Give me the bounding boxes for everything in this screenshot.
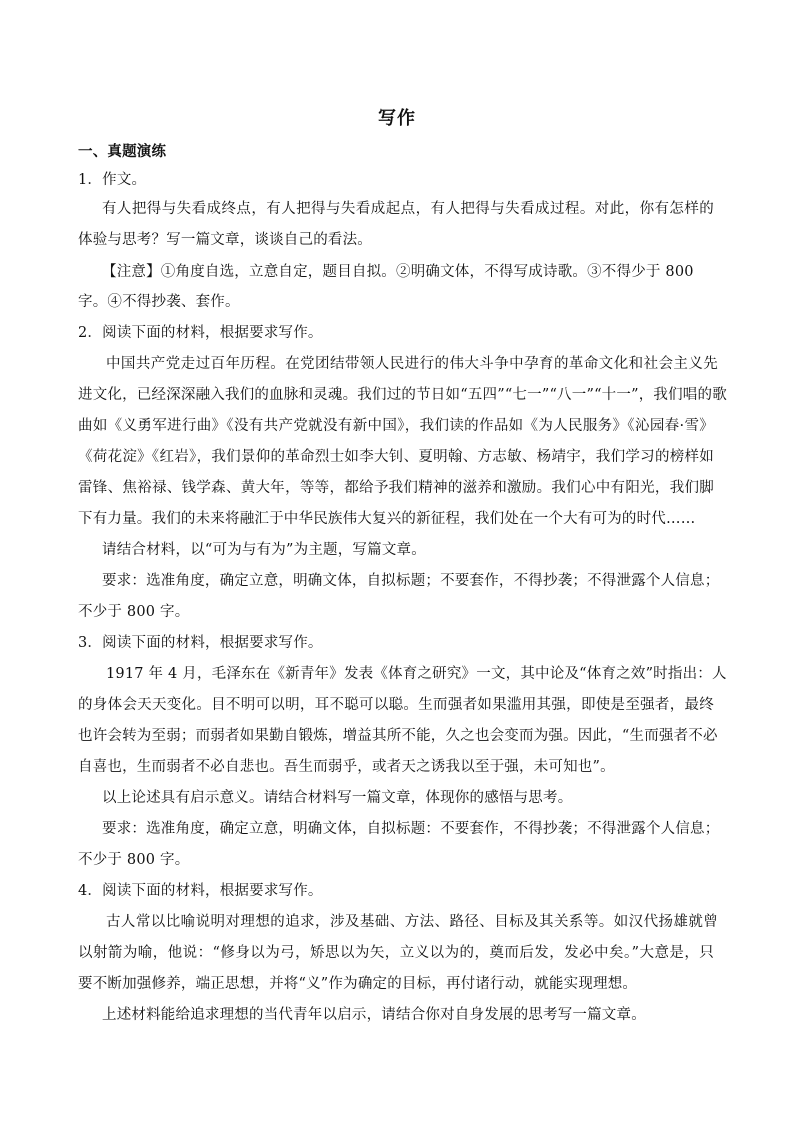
question-2-task: 请结合材料，以“可为与有为”为主题，写篇文章。 bbox=[102, 542, 426, 558]
question-2-number: 2．阅读下面的材料，根据要求写作。 bbox=[78, 325, 323, 341]
question-3-task: 以上论述具有启示意义。请结合材料写一篇文章，体现你的感悟与思考。 bbox=[102, 790, 573, 806]
question-2-material-line-1: 中国共产党走过百年历程。在党团结带领人民进行的伟大斗争中孕育的革命文化和社会主义先 bbox=[106, 356, 718, 372]
question-2-requirements-line-2: 不少于 800 字。 bbox=[78, 604, 190, 620]
question-2-material-line-4: 《荷花淀》《红岩》，我们景仰的革命烈士如李大钊、夏明翰、方志敏、杨靖宇，我们学习的榜样如 bbox=[78, 449, 714, 465]
question-3-requirements-line-2: 不少于 800 字。 bbox=[78, 852, 190, 868]
question-3-material-line-2: 的身体会天天变化。目不明可以明，耳不聪可以聪。生而强者如果滥用其强，即使是至强者，最终 bbox=[78, 697, 714, 713]
page-title: 写作 bbox=[378, 108, 416, 129]
question-3-material-line-1: 1917 年 4 月，毛泽东在《新青年》发表《体育之研究》一文，其中论及“体育之效”时指出：人 bbox=[106, 666, 727, 682]
question-4-material-line-3: 要不断加强修养，端正思想，并将“义”作为确定的目标，再付诸行动，就能实现理想。 bbox=[78, 976, 638, 992]
question-4-number: 4．阅读下面的材料，根据要求写作。 bbox=[78, 883, 323, 899]
section-heading: 一、真题演练 bbox=[78, 144, 167, 160]
question-3-material-line-4: 自喜也，生而弱者不必自悲也。吾生而弱乎，或者天之诱我以至于强，未可知也”。 bbox=[78, 759, 615, 775]
question-1-note-line-1: 【注意】①角度自选，立意自定，题目自拟。②明确文体，不得写成诗歌。③不得少于 800 bbox=[102, 264, 694, 280]
question-2-material-line-2: 进文化，已经深深融入我们的血脉和灵魂。我们过的节日如“五四”“七一”“八一”“十一”，我们唱的歌 bbox=[78, 387, 727, 403]
question-2-material-line-6: 下有力量。我们的未来将融汇于中华民族伟大复兴的新征程，我们处在一个大有可为的时代…… bbox=[78, 511, 696, 527]
question-1-number: 1．作文。 bbox=[78, 172, 147, 188]
question-4-material-line-2: 以射箭为喻，他说：“修身以为弓，矫思以为矢，立义以为的，奠而后发，发必中矣。”大意是，只 bbox=[78, 945, 714, 961]
question-2-requirements-line-1: 要求：选准角度，确定立意，明确文体，自拟标题；不要套作，不得抄袭；不得泄露个人信息； bbox=[102, 573, 720, 589]
question-3-material-line-3: 也许会转为至弱；而弱者如果勤自锻炼，增益其所不能，久之也会变而为强。因此，“生而强者不必 bbox=[78, 728, 718, 744]
question-4-task: 上述材料能给追求理想的当代青年以启示，请结合你对自身发展的思考写一篇文章。 bbox=[102, 1007, 646, 1023]
question-1-note-line-2: 字。④不得抄袭、套作。 bbox=[78, 294, 240, 310]
question-3-number: 3．阅读下面的材料，根据要求写作。 bbox=[78, 635, 323, 651]
question-1-prompt-line-2: 体验与思考？写一篇文章，谈谈自己的看法。 bbox=[78, 232, 372, 248]
question-3-requirements-line-1: 要求：选准角度，确定立意，明确文体，自拟标题：不要套作，不得抄袭；不得泄露个人信息； bbox=[102, 821, 720, 837]
question-1-prompt-line-1: 有人把得与失看成终点，有人把得与失看成起点，有人把得与失看成过程。对此，你有怎样的 bbox=[102, 201, 714, 217]
question-2-material-line-5: 雷锋、焦裕禄、钱学森、黄大年，等等，都给予我们精神的滋养和激励。我们心中有阳光，我们脚 bbox=[78, 480, 714, 496]
question-2-material-line-3: 曲如《义勇军进行曲》《没有共产党就没有新中国》，我们读的作品如《为人民服务》《沁园春·雪》 bbox=[78, 418, 714, 434]
question-4-material-line-1: 古人常以比喻说明对理想的追求，涉及基础、方法、路径、目标及其关系等。如汉代扬雄就曾 bbox=[106, 914, 718, 930]
